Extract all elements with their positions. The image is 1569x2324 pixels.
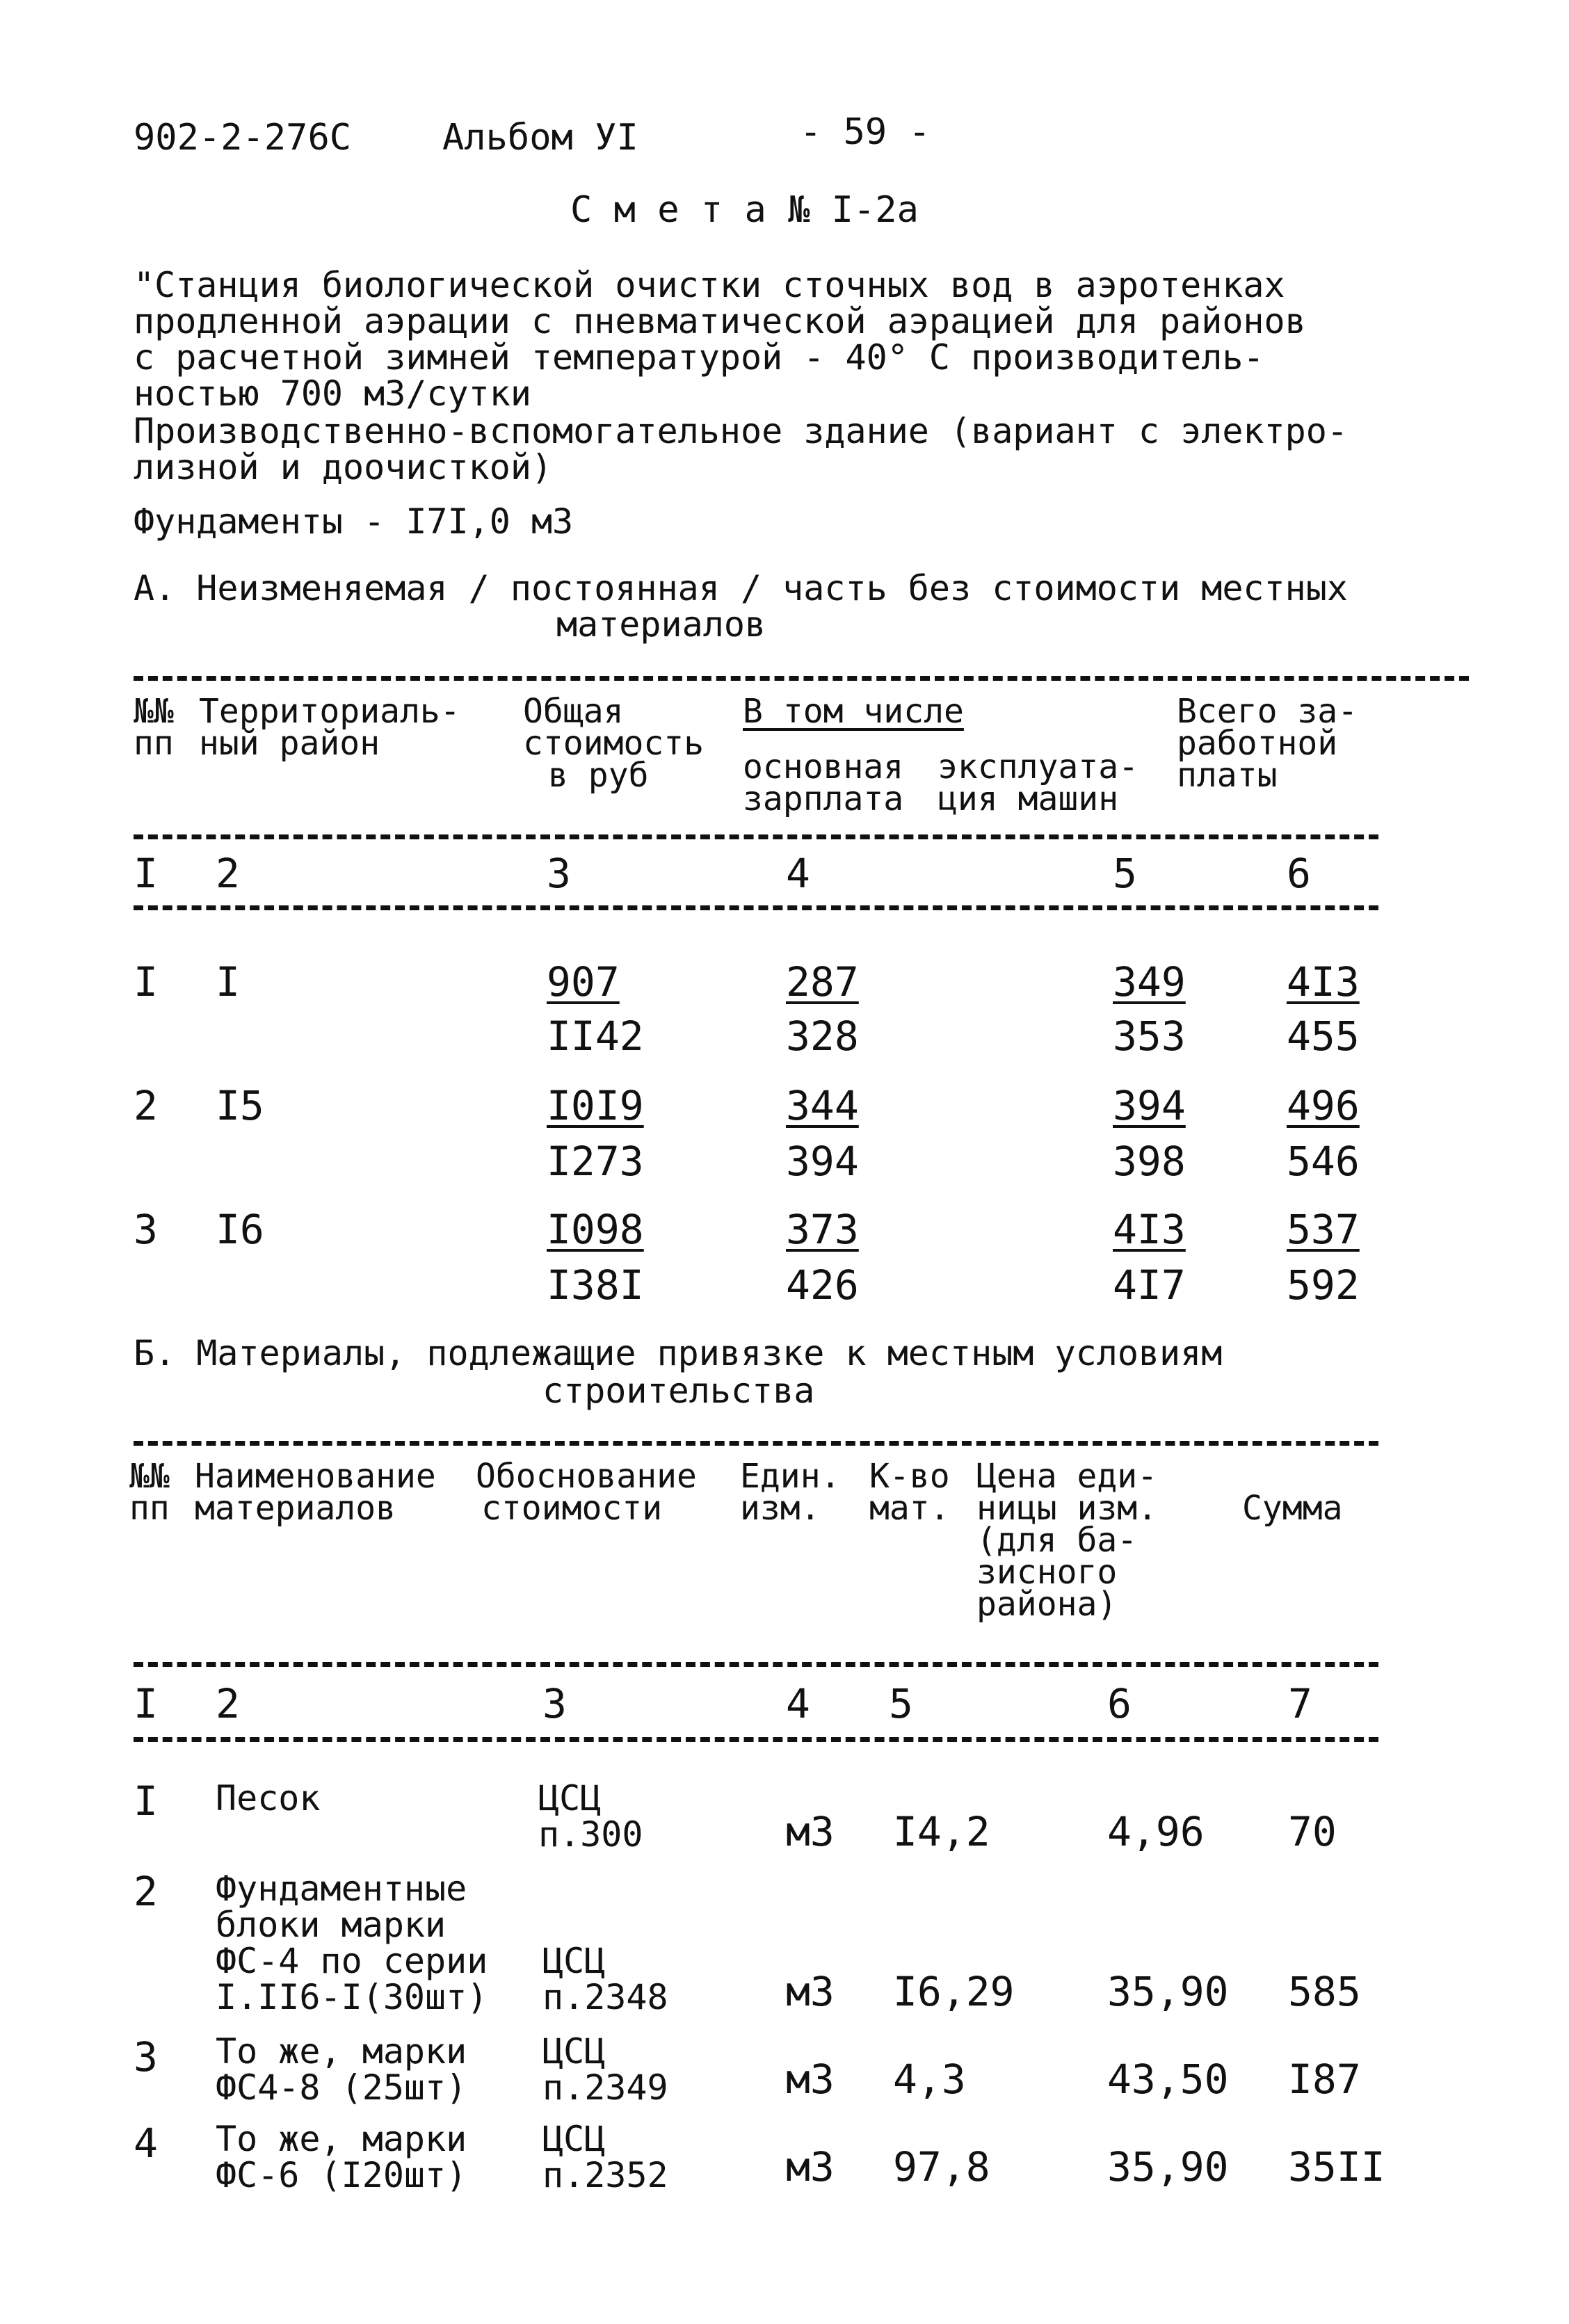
table-a-total-alt: II42 — [547, 1012, 644, 1060]
table-a-colnum-rule — [134, 905, 1378, 910]
section-a-title-cont: материалов — [556, 604, 766, 645]
table-a-allwage-alt: 455 — [1287, 1012, 1360, 1060]
table-b-colnum: 4 — [786, 1680, 810, 1727]
table-b-quantity: I4,2 — [893, 1808, 990, 1855]
table-a-machines-basic: 4I3 — [1113, 1206, 1186, 1253]
table-b-unit: м3 — [786, 1808, 835, 1855]
table-b-unit: м3 — [786, 2056, 835, 2103]
table-b-unit-price: 4,96 — [1107, 1808, 1205, 1855]
table-a-row-number: 3 — [134, 1206, 158, 1253]
table-a-row-region: I6 — [216, 1206, 264, 1253]
table-a-row-region: I — [216, 958, 240, 1006]
table-a-wage-alt: 328 — [786, 1012, 859, 1060]
table-b-header-price: Цена еди- ницы изм. (для ба- зисного района) — [976, 1457, 1158, 1624]
table-b-unit: м3 — [786, 1968, 835, 2015]
table-a-allwage-basic: 496 — [1287, 1082, 1360, 1129]
table-a-colnum: 2 — [216, 850, 240, 897]
table-a-total-alt: I38I — [547, 1261, 644, 1309]
description-line: "Станция биологической очистки сточных вод в аэротенках — [134, 265, 1285, 305]
table-a-header-including: В том числе — [743, 692, 964, 731]
table-b-top-rule — [134, 1441, 1378, 1446]
description-line: Производственно-вспомогательное здание (вариант с электро- — [134, 411, 1348, 451]
table-b-material-name: Песок — [216, 1778, 321, 1818]
table-b-basis: ЦСЦ п.2348 — [542, 1941, 668, 2017]
table-b-colnum: I — [134, 1680, 158, 1727]
section-b-title-cont: строительства — [542, 1371, 815, 1411]
table-a-colnum: 5 — [1113, 850, 1137, 897]
table-a-colnum: 4 — [786, 850, 810, 897]
table-b-colnum-rule — [134, 1737, 1378, 1742]
table-a-allwage-basic: 4I3 — [1287, 958, 1360, 1006]
table-a-wage-alt: 426 — [786, 1261, 859, 1309]
table-a-total-basic: 907 — [547, 958, 620, 1006]
foundations-volume: Фундаменты - I7I,0 м3 — [134, 501, 574, 542]
section-b-title: Б. Материалы, подлежащие привязке к местным условиям — [134, 1333, 1223, 1373]
description-line: ностью 700 м3/сутки — [134, 373, 531, 414]
table-a-total-basic: I098 — [547, 1206, 644, 1253]
table-b-colnum: 3 — [542, 1680, 567, 1727]
table-b-basis: ЦСЦ п.2349 — [542, 2031, 668, 2108]
description-line: с расчетной зимней температурой - 40° С производитель- — [134, 337, 1264, 378]
table-b-colnum: 7 — [1288, 1680, 1312, 1727]
table-a-machines-alt: 4I7 — [1113, 1261, 1186, 1309]
table-b-basis: ЦСЦ п.2352 — [542, 2119, 668, 2195]
table-b-material-name: То же, марки ФС4-8 (25шт) — [216, 2031, 467, 2108]
table-b-sum: 585 — [1288, 1968, 1361, 2015]
table-a-allwage-basic: 537 — [1287, 1206, 1360, 1253]
table-a-wage-basic: 287 — [786, 958, 859, 1006]
table-a-header-base-wage: основная зарплата — [743, 748, 904, 818]
table-b-row-number: I — [134, 1777, 158, 1825]
table-a-machines-alt: 353 — [1113, 1012, 1186, 1060]
table-a-row-region: I5 — [216, 1082, 264, 1129]
table-b-header-material: Наименование материалов — [195, 1457, 436, 1528]
table-a-header-region: Территориаль- ный район — [199, 692, 460, 763]
table-b-material-name: Фундаментные блоки марки ФС-4 по серии I.II6-I(30шт) — [216, 1869, 488, 2017]
table-b-quantity: 4,3 — [893, 2056, 966, 2103]
table-a-allwage-alt: 546 — [1287, 1138, 1360, 1185]
table-a-header-rule — [134, 834, 1378, 839]
table-b-sum: 70 — [1288, 1808, 1337, 1855]
table-a-header-total-cost: Общая стоимость в руб — [523, 692, 705, 795]
document-title: С м е т а № I-2а — [570, 189, 919, 231]
table-a-colnum: 6 — [1287, 850, 1311, 897]
table-a-machines-alt: 398 — [1113, 1138, 1186, 1185]
table-b-quantity: 97,8 — [893, 2143, 990, 2190]
description-line: продленной аэрации с пневматической аэрацией для районов — [134, 301, 1306, 341]
table-b-row-number: 3 — [134, 2033, 158, 2081]
table-b-header-unit: Един. изм. — [740, 1457, 841, 1528]
table-a-allwage-alt: 592 — [1287, 1261, 1360, 1309]
description-line: лизной и доочисткой) — [134, 447, 553, 487]
table-a-total-basic: I0I9 — [547, 1082, 644, 1129]
table-b-basis: ЦСЦ п.300 — [538, 1778, 643, 1855]
table-b-row-number: 4 — [134, 2120, 158, 2167]
table-b-header-rule — [134, 1662, 1378, 1667]
table-a-row-number: I — [134, 958, 158, 1006]
table-b-header-qty: К-во мат. — [869, 1457, 950, 1528]
table-b-colnum: 6 — [1107, 1680, 1132, 1727]
table-a-colnum: 3 — [547, 850, 571, 897]
table-a-top-rule — [134, 676, 1469, 681]
table-b-colnum: 5 — [889, 1680, 913, 1727]
table-b-unit-price: 35,90 — [1107, 1968, 1229, 2015]
table-b-unit-price: 35,90 — [1107, 2143, 1229, 2190]
table-b-header-basis: Обоснование стоимости — [476, 1457, 697, 1528]
table-a-header-total-wage: Всего за- работной платы — [1177, 692, 1358, 795]
page-number: - 59 - — [800, 111, 931, 153]
table-a-row-number: 2 — [134, 1082, 158, 1129]
table-b-quantity: I6,29 — [893, 1968, 1015, 2015]
document-code: 902-2-276С — [134, 117, 352, 159]
table-b-row-number: 2 — [134, 1868, 158, 1915]
table-b-material-name: То же, марки ФС-6 (I20шт) — [216, 2119, 467, 2195]
table-b-header-num: №№ пп — [129, 1457, 170, 1528]
table-a-wage-alt: 394 — [786, 1138, 859, 1185]
table-b-unit-price: 43,50 — [1107, 2056, 1229, 2103]
table-a-total-alt: I273 — [547, 1138, 644, 1185]
table-a-machines-basic: 394 — [1113, 1082, 1186, 1129]
table-b-header-sum: Сумма — [1242, 1489, 1343, 1528]
section-a-title: А. Неизменяемая / постоянная / часть без стоимости местных — [134, 568, 1348, 608]
album-label: Альбом УI — [442, 117, 638, 159]
table-b-unit: м3 — [786, 2143, 835, 2190]
table-b-colnum: 2 — [216, 1680, 240, 1727]
table-a-colnum: I — [134, 850, 158, 897]
table-a-wage-basic: 373 — [786, 1206, 859, 1253]
table-b-sum: 35II — [1288, 2143, 1385, 2190]
table-a-machines-basic: 349 — [1113, 958, 1186, 1006]
table-a-wage-basic: 344 — [786, 1082, 859, 1129]
table-b-sum: I87 — [1288, 2056, 1361, 2103]
table-a-header-machines: эксплуата- ция машин — [938, 748, 1138, 818]
table-a-header-num: №№ пп — [134, 692, 174, 763]
